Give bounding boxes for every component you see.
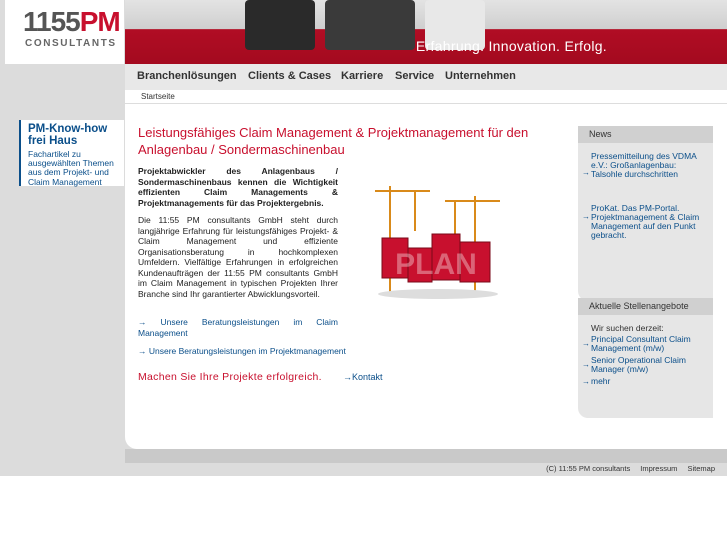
arrow-right-icon: → [582,377,590,386]
logo[interactable] [5,0,124,64]
news-heading: News [578,126,713,143]
intro-text: Projektabwickler des Anlagenbaus / Sondermaschinenbaus kennen die Wichtigkeit effizienten Claim Managements & Projektmanagements für das Projektergebnis. [138,166,338,208]
footer-link-sitemap[interactable]: Sitemap [687,464,715,473]
job-item-principal-consultant[interactable]: Principal Consultant Claim Management (m/w) [591,334,691,353]
link-projektmanagement[interactable]: → Unsere Beratungsleistungen im Projektmanagement [138,346,346,356]
footer-link-impressum[interactable]: Impressum [640,464,678,473]
know-how-title: PM-Know-how frei Haus [28,123,108,147]
nav-item-service[interactable]: Service [395,70,435,82]
jobs-intro: Wir suchen derzeit: [591,323,664,333]
header-banner [125,0,727,64]
news-item-vdma[interactable]: Pressemitteilung des VDMA e.V.: Großanlagenbau: Talsohle durchschritten [591,151,697,179]
nav-item-branchenloesungen[interactable]: Branchenlösungen [137,70,237,82]
main-navigation [125,64,727,90]
contact-link[interactable]: →Kontakt [343,372,383,382]
banner-figure-shape [325,0,415,50]
page-title: Leistungsfähiges Claim Management & Projektmanagement für den Anlagenbau / Sondermaschinenbau [138,125,529,157]
arrow-right-icon: → [582,212,590,221]
logo-wordmark: 1155PM [23,6,120,37]
plan-word: PLAN [395,248,477,281]
arrow-right-icon: → [582,168,590,177]
jobs-box [578,298,713,418]
know-how-text: Fachartikel zu ausgewählten Themen aus dem Projekt- und Claim Management [28,149,114,187]
jobs-heading: Aktuelle Stellenangebote [578,298,713,315]
nav-item-unternehmen[interactable]: Unternehmen [445,70,516,82]
banner-tagline: Erfahrung. Innovation. Erfolg. [415,38,607,54]
job-item-senior-manager[interactable]: Senior Operational Claim Manager (m/w) [591,355,686,374]
bottom-strip [125,449,727,463]
arrow-right-icon: → [582,339,590,348]
footer [538,464,715,473]
main-content [125,104,727,449]
job-item-more[interactable]: mehr [591,376,611,386]
news-item-prokat[interactable]: ProKat. Das PM-Portal. Projektmanagement & Claim Management auf den Punkt gebracht. [591,203,700,240]
claim-slogan: Machen Sie Ihre Projekte erfolgreich. [138,371,322,383]
footer-copyright: (C) 11:55 PM consultants [546,464,631,473]
breadcrumb [125,90,727,104]
arrow-right-icon: → [343,372,352,382]
plan-crane-image [370,176,505,316]
nav-item-clients-cases[interactable]: Clients & Cases [248,70,332,82]
arrow-right-icon: → [582,360,590,369]
logo-subtitle: CONSULTANTS [25,38,117,49]
arrow-right-icon: → [138,346,149,356]
arrow-right-icon: → [138,317,161,327]
news-box [578,126,713,301]
banner-figure-shape [245,0,315,50]
link-claim-management[interactable]: → Unsere Beratungsleistungen im Claim Management [138,317,338,338]
know-how-teaser[interactable] [19,120,124,186]
breadcrumb-home[interactable]: Startseite [141,92,175,101]
body-text: Die 11:55 PM consultants GmbH steht durch langjährige Erfahrung für leistungsfähiges Projekt- & Claim Management und effiziente Organisationsberatung in hochkomplexen Umfeldern. Vielfältige Erfahrungen in erfolgreichen Kundenaufträgen der 11:55 PM consultants GmbH im Claim Management in typischen Projekten Ihrer Branche sind Ihr garantierter Abwicklungsvorteil. [138,215,338,299]
nav-item-karriere[interactable]: Karriere [341,70,384,82]
